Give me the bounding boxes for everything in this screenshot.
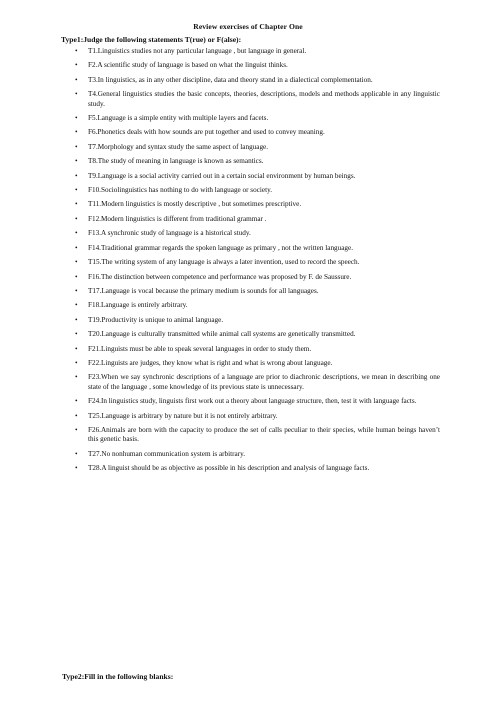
bullet-icon: •	[75, 186, 78, 195]
statement-text: F23.When we say synchronic descriptions of a language are prior to diachronic descriptions, we mean in describing one state of the language , some knowledge of its previous state is unnecessary.	[88, 373, 440, 391]
bullet-icon: •	[75, 425, 78, 434]
section-heading-type2: Type2:Fill in the following blanks:	[62, 672, 174, 681]
statement-item	[75, 330, 440, 339]
bullet-icon: •	[75, 397, 78, 406]
statement-text: F13.A synchronic study of language is a historical study.	[88, 229, 251, 238]
bullet-icon: •	[75, 315, 78, 324]
statement-item	[75, 449, 440, 459]
statement-item	[75, 200, 440, 209]
statement-text: T3.In linguistics, as in any other discipline, data and theory stand in a dialectical complementation.	[88, 75, 373, 84]
statement-text: T11.Modern linguistics is mostly descriptive , but sometimes prescriptive.	[88, 200, 302, 209]
statement-item	[75, 243, 440, 253]
statement-text: F6.Phonetics deals with how sounds are put together and used to convey meaning.	[88, 128, 325, 137]
statement-item	[75, 272, 440, 282]
statement-list	[75, 47, 440, 479]
statement-item	[75, 397, 440, 406]
statement-item	[75, 128, 440, 137]
statement-text: F5.Language is a simple entity with multiple layers and facets.	[88, 114, 269, 123]
statement-text: F21.Linguists must be able to speak several languages in order to study them.	[88, 344, 312, 353]
statement-item	[75, 411, 440, 421]
bullet-icon: •	[75, 171, 78, 180]
statement-text: F2.A scientific study of language is based on what the linguist thinks.	[88, 61, 288, 70]
statement-text: F16.The distinction between competence and performance was proposed by F. de Saussure.	[88, 272, 352, 281]
bullet-icon: •	[75, 214, 78, 223]
bullet-icon: •	[75, 142, 78, 151]
statement-item	[75, 344, 440, 354]
statement-item	[75, 373, 440, 392]
statement-item	[75, 286, 440, 296]
statement-text: T8.The study of meaning in language is known as semantics.	[88, 157, 264, 166]
bullet-icon: •	[75, 358, 78, 367]
statement-text: T9.Language is a social activity carried out in a certain social environment by human beings.	[88, 171, 356, 180]
bullet-icon: •	[75, 258, 78, 267]
statement-text: T15.The writing system of any language is always a later invention, used to record the speech.	[88, 258, 360, 267]
section-heading-type1: Type1:Judge the following statements T(rue) or F(alse):	[61, 35, 242, 44]
statement-item	[75, 229, 440, 238]
bullet-icon: •	[75, 229, 78, 238]
statement-text: T17.Language is vocal because the primary medium is sounds for all languages.	[88, 286, 319, 295]
bullet-icon: •	[75, 344, 78, 353]
bullet-icon: •	[75, 243, 78, 252]
statement-item	[75, 90, 440, 109]
bullet-icon: •	[75, 272, 78, 281]
statement-text: T27.No nonhuman communication system is arbitrary.	[88, 449, 246, 458]
statement-item	[75, 157, 440, 166]
bullet-icon: •	[75, 464, 78, 473]
statement-item	[75, 258, 440, 267]
statement-text: T4.General linguistics studies the basic concepts, theories, descriptions, models and methods applicable in any linguistic study.	[88, 90, 440, 108]
bullet-icon: •	[75, 128, 78, 137]
bullet-icon: •	[75, 301, 78, 310]
statement-item	[75, 186, 440, 195]
bullet-icon: •	[75, 61, 78, 70]
bullet-icon: •	[75, 449, 78, 458]
statement-item	[75, 315, 440, 325]
statement-text: F26.Animals are born with the capacity to produce the set of calls peculiar to their species, while human beings haven’t this genetic basis.	[88, 425, 440, 444]
statement-item	[75, 171, 440, 181]
statement-item	[75, 301, 440, 310]
bullet-icon: •	[75, 286, 78, 295]
statement-item	[75, 358, 440, 368]
statement-text: F18.Language is entirely arbitrary.	[88, 301, 188, 310]
bullet-icon: •	[75, 157, 78, 166]
bullet-icon: •	[75, 411, 78, 420]
statement-text: F12.Modern linguistics is different from traditional grammar .	[88, 214, 267, 223]
statement-text: T7.Morphology and syntax study the same aspect of language.	[88, 142, 269, 151]
statement-item	[75, 47, 440, 56]
bullet-icon: •	[75, 75, 78, 84]
statement-text: T25.Language is arbitrary by nature but it is not entirely arbitrary.	[88, 411, 278, 420]
statement-item	[75, 425, 440, 445]
bullet-icon: •	[75, 47, 78, 55]
statement-text: T1.Linguistics studies not any particular language , but language in general.	[88, 47, 307, 55]
statement-item	[75, 214, 440, 224]
statement-item	[75, 61, 440, 70]
bullet-icon: •	[75, 200, 78, 209]
statement-item	[75, 75, 440, 85]
bullet-icon: •	[75, 90, 78, 99]
bullet-icon: •	[75, 373, 78, 382]
statement-text: F14.Traditional grammar regards the spoken language as primary , not the written language.	[88, 243, 354, 252]
statement-text: F10.Sociolinguistics has nothing to do with language or society.	[88, 186, 272, 195]
statement-text: T20.Language is culturally transmitted while animal call systems are genetically transmitted.	[88, 330, 356, 339]
bullet-icon: •	[75, 114, 78, 123]
statement-item	[75, 142, 440, 152]
statement-text: F22.Linguists are judges, they know what is right and what is wrong about language.	[88, 358, 333, 367]
bullet-icon: •	[75, 330, 78, 339]
statement-item	[75, 464, 440, 473]
statement-item	[75, 114, 440, 123]
page-title: Review exercises of Chapter One	[193, 22, 303, 31]
statement-text: T19.Productivity is unique to animal language.	[88, 315, 224, 324]
statement-text: F24.In linguistics study, linguists first work out a theory about language structure, then, test it with language facts.	[88, 397, 417, 406]
statement-text: T28.A linguist should be as objective as possible in his description and analysis of language facts.	[88, 464, 370, 473]
